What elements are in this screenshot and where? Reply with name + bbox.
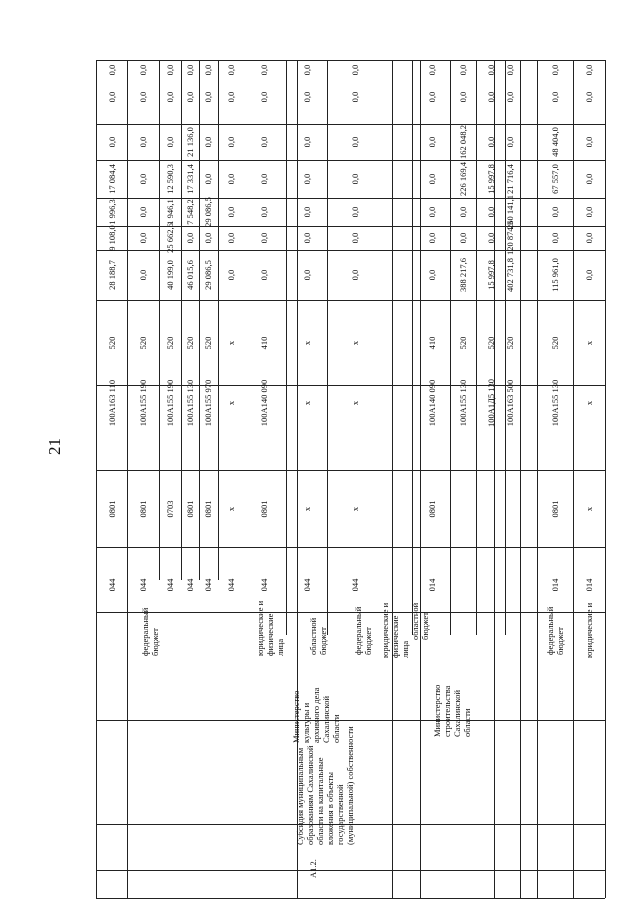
cell-y2017: 0,0 — [584, 173, 594, 185]
grid-line-v — [218, 60, 219, 580]
cell-csr: х — [584, 400, 594, 406]
cell-total: 115 961,0 — [550, 258, 560, 292]
cell-grbs: 014 — [550, 578, 560, 592]
cell-y2020: 0,0 — [302, 64, 312, 76]
grid-line-v — [286, 60, 287, 635]
cell-y2020: 0,0 — [350, 64, 360, 76]
source-legal-top: юридические и физические лица — [255, 600, 285, 656]
grid-line-v — [605, 60, 606, 898]
cell-total: 0,0 — [226, 269, 236, 281]
cell-csr: 100А155 190 — [138, 379, 148, 427]
cell-y2017: 0,0 — [203, 173, 213, 185]
cell-y2020: 0,0 — [226, 64, 236, 76]
cell-rzpr: 0801 — [259, 500, 269, 518]
cell-y2020: 0,0 — [107, 64, 117, 76]
cell-y2015: 0,0 — [350, 232, 360, 244]
cell-vr: 520 — [203, 336, 213, 350]
cell-y2018: 0,0 — [350, 136, 360, 148]
cell-grbs: 044 — [165, 578, 175, 592]
cell-y2016: 0,0 — [350, 206, 360, 218]
cell-grbs: 044 — [226, 578, 236, 592]
cell-total: 0,0 — [138, 269, 148, 281]
cell-y2015: 120 874,3 — [505, 221, 515, 255]
cell-y2018: 0,0 — [486, 136, 496, 148]
cell-y2020: 0,0 — [185, 64, 195, 76]
cell-y2017: 12 590,3 — [165, 164, 175, 194]
cell-vr: х — [226, 340, 236, 346]
cell-y2018: 0,0 — [259, 136, 269, 148]
cell-vr: 520 — [107, 336, 117, 350]
cell-y2017: 0,0 — [259, 173, 269, 185]
cell-y2015: 0,0 — [226, 232, 236, 244]
cell-y2019: 0,0 — [165, 91, 175, 103]
cell-y2018: 162 048,2 — [458, 125, 468, 159]
cell-rzpr: 0801 — [138, 500, 148, 518]
source-federal-top: федеральный бюджет — [140, 607, 160, 656]
cell-rzpr: 0801 — [427, 500, 437, 518]
cell-y2018: 0,0 — [107, 136, 117, 148]
cell-grbs: 044 — [138, 578, 148, 592]
cell-csr: х — [302, 400, 312, 406]
cell-y2019: 0,0 — [138, 91, 148, 103]
cell-y2018: 21 136,0 — [185, 127, 195, 157]
cell-grbs: 044 — [259, 578, 269, 592]
cell-total: 388 217,6 — [458, 258, 468, 292]
grid-line-v — [537, 60, 538, 898]
grid-line-v — [159, 60, 160, 580]
cell-y2016: 0,0 — [550, 206, 560, 218]
cell-y2020: 0,0 — [458, 64, 468, 76]
cell-grbs: 014 — [584, 578, 594, 592]
cell-rzpr: 0801 — [550, 500, 560, 518]
org-construction: Министерство строительства Сахалинской области — [432, 684, 472, 737]
cell-total: 0,0 — [427, 269, 437, 281]
cell-vr: 520 — [138, 336, 148, 350]
cell-y2015: 0,0 — [138, 232, 148, 244]
cell-y2020: 0,0 — [427, 64, 437, 76]
cell-y2019: 0,0 — [550, 91, 560, 103]
grid-line-v — [392, 60, 393, 898]
cell-y2019: 0,0 — [226, 91, 236, 103]
cell-rzpr: 0703 — [165, 500, 175, 518]
cell-vr: 520 — [165, 336, 175, 350]
cell-y2015: 9 108,0 — [107, 225, 117, 251]
cell-y2015: 0,0 — [427, 232, 437, 244]
cell-y2020: 0,0 — [259, 64, 269, 76]
source-regional-constr: областной бюджет — [410, 602, 430, 640]
cell-y2019: 0,0 — [427, 91, 437, 103]
cell-csr: 100А1Д5 130 — [486, 378, 496, 428]
cell-y2018: 0,0 — [138, 136, 148, 148]
cell-vr: 410 — [259, 336, 269, 350]
cell-rzpr: 0801 — [185, 500, 195, 518]
cell-vr: 520 — [486, 336, 496, 350]
cell-y2017: 0,0 — [226, 173, 236, 185]
cell-y2015: 0,0 — [458, 232, 468, 244]
cell-csr: 100А155 130 — [458, 379, 468, 427]
cell-y2018: 0,0 — [302, 136, 312, 148]
cell-y2016: 0,0 — [138, 206, 148, 218]
cell-y2017: 17 084,4 — [107, 164, 117, 194]
cell-rzpr: х — [302, 506, 312, 512]
cell-y2017: 0,0 — [138, 173, 148, 185]
grid-line-v — [412, 60, 413, 635]
cell-y2017: 15 997,8 — [486, 164, 496, 194]
grid-line-v — [199, 60, 200, 580]
cell-y2018: 0,0 — [226, 136, 236, 148]
org-culture: Министерство культуры и архивного дела Сахалинской области — [291, 687, 341, 743]
cell-csr: х — [226, 400, 236, 406]
cell-vr: х — [584, 340, 594, 346]
grid-line-h — [96, 898, 605, 899]
cell-total: 29 086,5 — [203, 260, 213, 290]
cell-csr: 100А140 090 — [259, 379, 269, 427]
source-legal-constr: юридические и — [584, 602, 594, 658]
cell-y2017: 226 169,4 — [458, 162, 468, 196]
source-legal-culture: юридические и физические лица — [380, 602, 410, 658]
cell-total: 0,0 — [350, 269, 360, 281]
cell-y2016: 29 086,5 — [203, 197, 213, 227]
page-number: 21 — [45, 438, 64, 455]
cell-y2019: 0,0 — [107, 91, 117, 103]
cell-y2020: 0,0 — [505, 64, 515, 76]
source-regional-culture: областной бюджет — [308, 617, 328, 655]
cell-csr: 100А155 130 — [185, 379, 195, 427]
cell-y2017: 17 331,4 — [185, 164, 195, 194]
cell-total: 40 199,0 — [165, 260, 175, 290]
cell-y2016: 0,0 — [259, 206, 269, 218]
cell-vr: 410 — [427, 336, 437, 350]
cell-y2020: 0,0 — [203, 64, 213, 76]
cell-y2017: 0,0 — [427, 173, 437, 185]
cell-rzpr: 0801 — [107, 500, 117, 518]
cell-y2019: 0,0 — [505, 91, 515, 103]
cell-y2020: 0,0 — [138, 64, 148, 76]
cell-grbs: 044 — [350, 578, 360, 592]
cell-y2019: 0,0 — [486, 91, 496, 103]
cell-rzpr: 0801 — [203, 500, 213, 518]
cell-y2020: 0,0 — [584, 64, 594, 76]
cell-y2016: 7 548,2 — [185, 199, 195, 225]
cell-csr: 100А155 130 — [550, 379, 560, 427]
cell-y2019: 0,0 — [203, 91, 213, 103]
grid-line-v — [127, 60, 128, 898]
cell-y2015: 0,0 — [584, 232, 594, 244]
cell-total: 402 731,8 — [505, 258, 515, 292]
cell-csr: 100А140 090 — [427, 379, 437, 427]
grid-line-v — [327, 60, 328, 635]
cell-y2020: 0,0 — [165, 64, 175, 76]
section-number: А1.2. — [308, 859, 318, 878]
cell-y2016: 0,0 — [302, 206, 312, 218]
cell-grbs: 044 — [203, 578, 213, 592]
cell-vr: 520 — [185, 336, 195, 350]
cell-vr: х — [350, 340, 360, 346]
cell-vr: 520 — [458, 336, 468, 350]
cell-y2018: 0,0 — [165, 136, 175, 148]
cell-vr: х — [302, 340, 312, 346]
cell-rzpr: х — [584, 506, 594, 512]
cell-y2015: 0,0 — [302, 232, 312, 244]
cell-y2015: 0,0 — [259, 232, 269, 244]
cell-y2020: 0,0 — [550, 64, 560, 76]
cell-y2017: 0,0 — [350, 173, 360, 185]
cell-y2016: 1 996,3 — [107, 199, 117, 225]
cell-csr: 100А163 110 — [107, 379, 117, 427]
cell-y2019: 0,0 — [302, 91, 312, 103]
grid-line-v — [476, 60, 477, 635]
cell-y2017: 21 716,4 — [505, 164, 515, 194]
cell-y2016: 260 141,1 — [505, 195, 515, 229]
source-federal-constr: федеральный бюджет — [545, 606, 565, 655]
cell-y2015: 25 662,6 — [165, 223, 175, 253]
cell-vr: 520 — [505, 336, 515, 350]
cell-y2016: 0,0 — [427, 206, 437, 218]
cell-total: 0,0 — [259, 269, 269, 281]
grid-line-v — [450, 60, 451, 635]
grid-line-v — [573, 60, 574, 898]
cell-y2017: 67 557,0 — [550, 164, 560, 194]
cell-rzpr: х — [226, 506, 236, 512]
cell-y2019: 0,0 — [259, 91, 269, 103]
cell-vr: 520 — [550, 336, 560, 350]
cell-total: 0,0 — [584, 269, 594, 281]
section-name: Субсидия муниципальным образованиям Сахалинской области на капитальные вложения в объекты государственной (муниципальной) собственности — [295, 726, 355, 845]
cell-total: 0,0 — [302, 269, 312, 281]
cell-y2019: 0,0 — [584, 91, 594, 103]
grid-line-v — [420, 60, 421, 898]
grid-line-h — [96, 870, 605, 871]
cell-total: 15 997,8 — [486, 260, 496, 290]
cell-grbs: 044 — [107, 578, 117, 592]
cell-rzpr: х — [350, 506, 360, 512]
cell-y2018: 48 404,0 — [550, 127, 560, 157]
cell-grbs: 014 — [427, 578, 437, 592]
cell-y2018: 0,0 — [203, 136, 213, 148]
cell-y2016: 0,0 — [226, 206, 236, 218]
cell-y2015: 0,0 — [203, 232, 213, 244]
grid-line-v — [181, 60, 182, 580]
cell-y2018: 0,0 — [427, 136, 437, 148]
grid-line-h — [96, 720, 605, 721]
cell-y2019: 0,0 — [458, 91, 468, 103]
cell-y2020: 0,0 — [486, 64, 496, 76]
cell-csr: 100А155 970 — [203, 379, 213, 427]
cell-y2016: 0,0 — [584, 206, 594, 218]
cell-y2016: 0,0 — [458, 206, 468, 218]
cell-y2015: 0,0 — [185, 232, 195, 244]
cell-csr: 100А155 190 — [165, 379, 175, 427]
cell-total: 46 015,6 — [185, 260, 195, 290]
cell-y2015: 0,0 — [486, 232, 496, 244]
cell-y2015: 0,0 — [550, 232, 560, 244]
cell-y2018: 0,0 — [505, 136, 515, 148]
cell-csr: 100А163 500 — [505, 379, 515, 427]
cell-grbs: 044 — [302, 578, 312, 592]
grid-line-v — [520, 60, 521, 898]
grid-line-v — [96, 60, 97, 898]
source-federal-culture: федеральный бюджет — [353, 606, 373, 655]
cell-y2017: 0,0 — [302, 173, 312, 185]
cell-grbs: 044 — [185, 578, 195, 592]
cell-y2018: 0,0 — [584, 136, 594, 148]
cell-y2016: 0,0 — [486, 206, 496, 218]
cell-y2016: 1 946,1 — [165, 199, 175, 225]
cell-y2019: 0,0 — [350, 91, 360, 103]
cell-csr: х — [350, 400, 360, 406]
cell-total: 28 188,7 — [107, 260, 117, 290]
cell-y2019: 0,0 — [185, 91, 195, 103]
